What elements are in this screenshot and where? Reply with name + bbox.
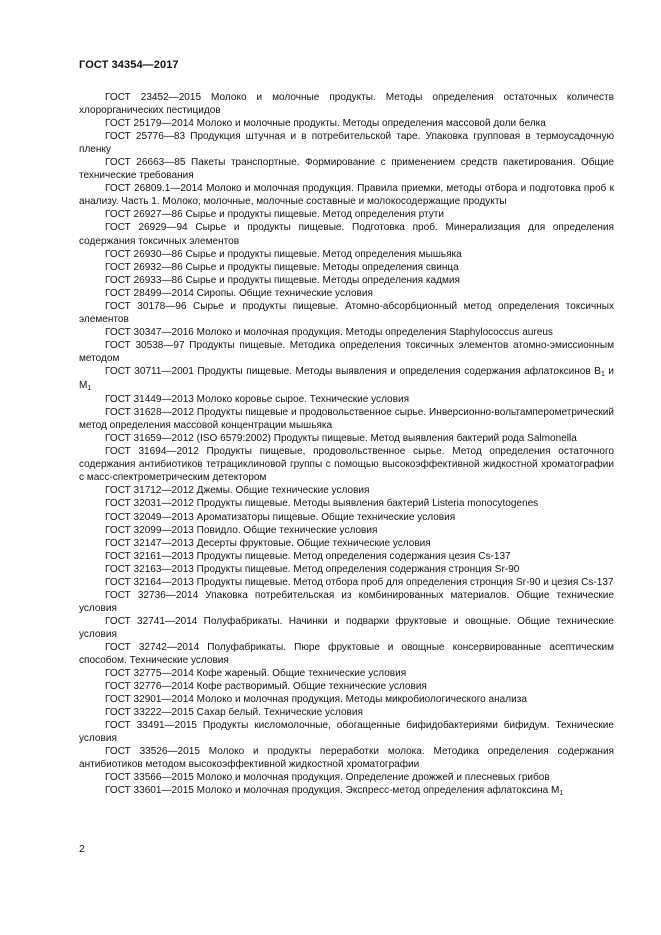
reference-item: ГОСТ 32099—2013 Повидло. Общие технические условия [105,524,378,536]
reference-item: ГОСТ 32901—2014 Молоко и молочная продукция. Методы микробиологического анализа [105,694,527,706]
page-header-standard: ГОСТ 34354—2017 [79,59,179,71]
reference-item: ГОСТ 32775—2014 Кофе жареный. Общие технические условия [105,668,407,680]
reference-item: ГОСТ 32031—2012 Продукты пищевые. Методы выявления бактерий Listeria monocytogenes [105,498,539,510]
reference-item: ГОСТ 32161—2013 Продукты пищевые. Метод определения содержания цезия Cs-137 [105,550,511,562]
reference-item: ГОСТ 26927—86 Сырье и продукты пищевые. Метод определения ртути [105,209,445,221]
reference-item: ГОСТ 33601—2015 Молоко и молочная продукция. Экспресс-метод определения афлатоксина M1 [105,785,564,798]
reference-item: ГОСТ 30178—96 Сырье и продукты пищевые. Атомно-абсорбционный метод определения токсичных элементов [79,300,614,325]
reference-item: ГОСТ 32742—2014 Полуфабрикаты. Пюре фруктовые и овощные консервированные асептическим способом. Технические условия [79,641,614,667]
reference-item: ГОСТ 31659—2012 (ISO 6579:2002) Продукты пищевые. Метод выявления бактерий рода Salmonella [105,433,577,445]
reference-item: ГОСТ 30711—2001 Продукты пищевые. Методы выявления и определения содержания афлатоксинов B1 и M1 [79,365,614,393]
reference-item: ГОСТ 31449—2013 Молоко коровье сырое. Технические условия [105,394,410,406]
reference-item: ГОСТ 30538—97 Продукты пищевые. Методика определения токсичных элементов атомно-эмиссионным методом [79,339,614,364]
reference-item: ГОСТ 32776—2014 Кофе растворимый. Общие технические условия [105,681,427,693]
subscript: 1 [600,370,605,378]
reference-item: ГОСТ 32741—2014 Полуфабрикаты. Начинки и подварки фруктовые и овощные. Общие технические условия [79,615,614,640]
reference-item: ГОСТ 33526—2015 Молоко и продукты переработки молока. Методика определения содержания антибиотиков методом высокоэффективной жидкостной хроматографии [79,746,614,771]
subscript: 1 [87,385,92,393]
reference-item: ГОСТ 31694—2012 Продукты пищевые, продовольственное сырье. Метод определения остаточного содержания антибиотиков тетрациклиновой группы с помощью высокоэффективной жидкостной хроматографии с масс-спектрометрическим детектором [79,446,614,484]
reference-item: ГОСТ 26929—94 Сырье и продукты пищевые. Подготовка проб. Минерализация для определения содержания токсичных элементов [79,222,614,247]
reference-item: ГОСТ 25179—2014 Молоко и молочные продукты. Методы определения массовой доли белка [105,118,546,130]
reference-item: ГОСТ 32736—2014 Упаковка потребительская из комбинированных материалов. Общие технические условия [79,589,614,614]
reference-item: ГОСТ 31628—2012 Продукты пищевые и продовольственное сырье. Инверсионно-вольтамперометрический метод определения массовой концентрации мышьяка [79,407,614,432]
references-list [79,91,614,799]
reference-item: ГОСТ 26933—86 Сырье и продукты пищевые. Методы определения кадмия [105,274,460,286]
reference-item: ГОСТ 33222—2015 Сахар белый. Технические условия [105,707,363,719]
reference-item: ГОСТ 26930—86 Сырье и продукты пищевые. Метод определения мышьяка [105,248,462,260]
reference-item: ГОСТ 25776—83 Продукция штучная и в потребительской таре. Упаковка групповая в термоусадочную пленку [79,131,614,156]
reference-item: ГОСТ 30347—2016 Молоко и молочная продукция. Методы определения Staphylococcus aureus [105,326,553,338]
reference-item: ГОСТ 32164—2013 Продукты пищевые. Метод отбора проб для определения стронция Sr-90 и цезия Cs-137 [105,576,614,588]
reference-item: ГОСТ 32147—2013 Десерты фруктовые. Общие технические условия [105,537,431,549]
reference-item: ГОСТ 33566—2015 Молоко и молочная продукция. Определение дрожжей и плесневых грибов [105,772,550,784]
reference-item: ГОСТ 32163—2013 Продукты пищевые. Метод определения содержания стронция Sr-90 [105,563,520,575]
subscript: 1 [559,790,564,798]
reference-item: ГОСТ 28499—2014 Сиропы. Общие технические условия [105,287,373,299]
reference-item: ГОСТ 33491—2015 Продукты кисломолочные, обогащенные бифидобактериями бифидум. Технические условия [79,720,614,745]
page-number: 2 [79,843,85,855]
reference-item: ГОСТ 26932—86 Сырье и продукты пищевые. Методы определения свинца [105,261,459,273]
reference-item: ГОСТ 32049—2013 Ароматизаторы пищевые. Общие технические условия [105,511,456,523]
reference-item: ГОСТ 31712—2012 Джемы. Общие технические условия [105,485,370,497]
reference-item: ГОСТ 23452—2015 Молоко и молочные продукты. Методы определения остаточных количеств хлорорганических пестицидов [79,92,614,117]
reference-item: ГОСТ 26809.1—2014 Молоко и молочная продукция. Правила приемки, методы отбора и подготовка проб к анализу. Часть 1. Молоко, молочные, молочные составные и молокосодержащие продукты [79,183,614,208]
reference-item: ГОСТ 26663—85 Пакеты транспортные. Формирование с применением средств пакетирования. Общие технические требования [79,157,614,182]
